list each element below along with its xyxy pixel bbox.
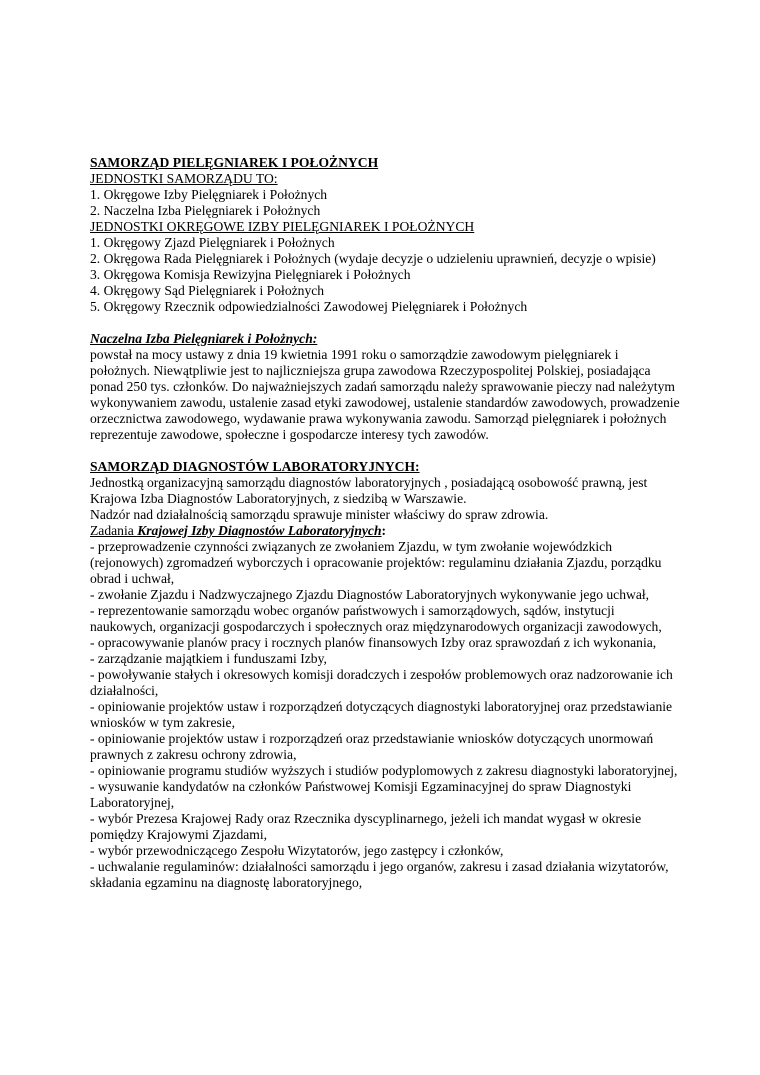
district-unit-item: 2. Okręgowa Rada Pielęgniarek i Położnych (wydaje decyzje o udzieleniu uprawnień, decyzje o wpisie) — [90, 251, 656, 266]
paragraph-gap — [90, 315, 680, 331]
district-unit-item: 4. Okręgowy Sąd Pielęgniarek i Położnych — [90, 283, 325, 298]
task-item: - uchwalanie regulaminów: działalności samorządu i jego organów, zakresu i zasad działania wizytatorów, składania egzaminu na diagnostę laboratoryjnego, — [90, 859, 669, 890]
tasks-prefix: Zadania — [90, 523, 138, 538]
diagnosticians-intro: Jednostką organizacyjną samorządu diagnostów laboratoryjnych , posiadającą osobowość prawną, jest Krajowa Izba Diagnostów Laboratoryjnych, z siedzibą w Warszawie. — [90, 475, 648, 506]
section-title-nurses: SAMORZĄD PIELĘGNIAREK I POŁOŻNYCH — [90, 155, 379, 170]
task-item: - wybór Prezesa Krajowej Rady oraz Rzecznika dyscyplinarnego, jeżeli ich mandat wygasł w okresie pomiędzy Krajowymi Zjazdami, — [90, 811, 642, 842]
unit-item: 1. Okręgowe Izby Pielęgniarek i Położnych — [90, 187, 328, 202]
units-header: JEDNOSTKI SAMORZĄDU TO: — [90, 171, 278, 186]
task-item: - zarządzanie majątkiem i funduszami Izby, — [90, 651, 327, 666]
tasks-colon: : — [381, 523, 387, 538]
supervision-text: Nadzór nad działalnością samorządu sprawuje minister właściwy do spraw zdrowia. — [90, 507, 549, 522]
task-item: - wybór przewodniczącego Zespołu Wizytatorów, jego zastępcy i członków, — [90, 843, 504, 858]
district-unit-item: 1. Okręgowy Zjazd Pielęgniarek i Położnych — [90, 235, 335, 250]
task-item: - reprezentowanie samorządu wobec organów państwowych i samorządowych, sądów, instytucji naukowych, organizacji gospodarczych i społecznych oraz międzynarodowych organizacji zawodowych, — [90, 603, 662, 634]
task-item: - opiniowanie projektów ustaw i rozporządzeń oraz przedstawianie wniosków dotyczących unormowań prawnych z zakresu ochrony zdrowia, — [90, 731, 654, 762]
district-unit-item: 5. Okręgowy Rzecznik odpowiedzialności Zawodowej Pielęgniarek i Położnych — [90, 299, 528, 314]
section-title-diagnosticians: SAMORZĄD DIAGNOSTÓW LABORATORYJNYCH: — [90, 459, 420, 474]
section-title-chamber: Naczelna Izba Pielęgniarek i Położnych: — [90, 331, 318, 346]
tasks-institution-name: Krajowej Izby Diagnostów Laboratoryjnych — [137, 523, 382, 538]
document-page — [90, 155, 680, 891]
chamber-description: powstał na mocy ustawy z dnia 19 kwietnia 1991 roku o samorządzie zawodowym pielęgniarek i położnych. Niewątpliwie jest to najliczniejsza grupa zawodowa Rzeczypospolitej Polskiej, posiadająca ponad 250 tys. członków. Do najważniejszych zadań samorządu należy sprawowanie pieczy nad należytym wykonywaniem zawodu, ustalenie zasad etyki zawodowej, ustalenie standardów zawodowych, prowadzenie orzecznictwa zawodowego, wydawanie prawa wykonywania zawodu. Samorząd pielęgniarek i położnych reprezentuje zawodowe, społeczne i gospodarcze interesy tych zawodów. — [90, 347, 680, 442]
task-item: - opiniowanie programu studiów wyższych i studiów podyplomowych z zakresu diagnostyki laboratoryjnej, — [90, 763, 678, 778]
district-unit-item: 3. Okręgowa Komisja Rewizyjna Pielęgniarek i Położnych — [90, 267, 411, 282]
task-item: - opiniowanie projektów ustaw i rozporządzeń dotyczących diagnostyki laboratoryjnej oraz przedstawianie wniosków w tym zakresie, — [90, 699, 673, 730]
task-item: - opracowywanie planów pracy i rocznych planów finansowych Izby oraz sprawozdań z ich wykonania, — [90, 635, 657, 650]
task-item: - wysuwanie kandydatów na członków Państwowej Komisji Egzaminacyjnej do spraw Diagnostyki Laboratoryjnej, — [90, 779, 632, 810]
task-item: - powoływanie stałych i okresowych komisji doradczych i zespołów problemowych oraz nadzorowanie ich działalności, — [90, 667, 673, 698]
tasks-header — [90, 523, 680, 539]
paragraph-gap — [90, 443, 680, 459]
unit-item: 2. Naczelna Izba Pielęgniarek i Położnych — [90, 203, 321, 218]
task-item: - zwołanie Zjazdu i Nadzwyczajnego Zjazdu Diagnostów Laboratoryjnych wykonywanie jego uchwał, — [90, 587, 650, 602]
task-item: - przeprowadzenie czynności związanych ze zwołaniem Zjazdu, w tym zwołanie wojewódzkich (rejonowych) zgromadzeń wyborczych i opracowanie projektów: regulaminu działania Zjazdu, porządku obrad i uchwał, — [90, 539, 662, 586]
district-units-header: JEDNOSTKI OKRĘGOWE IZBY PIELĘGNIAREK I POŁOŻNYCH — [90, 219, 475, 234]
